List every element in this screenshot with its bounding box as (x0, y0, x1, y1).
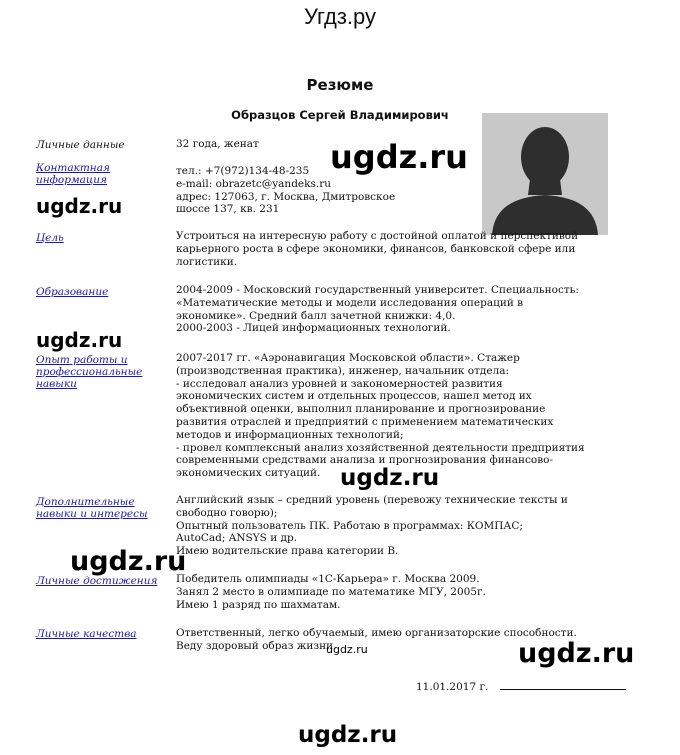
watermark: ugdz.ru (36, 328, 123, 352)
experience-line: экономических ситуаций. (176, 467, 321, 480)
additional-block (176, 494, 568, 558)
additional-line: Опытный пользователь ПК. Работаю в программах: КОМПАС; (176, 519, 523, 532)
goal-line: логистики. (176, 255, 238, 268)
signature-date: 11.01.2017 г. (416, 681, 489, 693)
goal-line: Устроиться на интересную работу с достойной оплатой и перспективой (176, 230, 579, 242)
quality-line: Ответственный, легко обучаемый, имею организаторские способности. (176, 627, 577, 639)
education-line: «Математические методы и модели исследования операций в (176, 296, 524, 309)
experience-line: экономических систем и отдельных процессов, нашел метод их (176, 390, 532, 403)
label-experience-2: профессиональные (36, 366, 143, 378)
avatar-silhouette (482, 113, 608, 235)
label-additional-2: навыки и интересы (36, 508, 148, 520)
education-line: 2000-2003 - Лицей информационных технологий. (176, 322, 451, 335)
link-achievements[interactable]: Личные достижения (36, 575, 158, 587)
link-additional[interactable] (36, 496, 166, 520)
label-experience-3: навыки (36, 378, 77, 390)
experience-line: - исследовал анализ уровней и закономерностей развития (176, 377, 503, 390)
link-contacts[interactable] (36, 162, 166, 186)
additional-line: Английский язык – средний уровень (перевожу технические тексты и (176, 494, 568, 506)
contact-line: шоссе 137, кв. 231 (176, 203, 280, 216)
contact-line: тел.: +7(972)134-48-235 (176, 165, 310, 177)
link-goal[interactable]: Цель (36, 232, 64, 244)
achievement-line: Имею 1 разряд по шахматам. (176, 598, 341, 611)
experience-line: развития отраслей и предприятий с применением математических (176, 415, 554, 428)
education-line: 2004-2009 - Московский государственный университет. Специальность: (176, 284, 579, 296)
quality-line: Веду здоровый образ жизни. (176, 639, 337, 652)
additional-line: свободно говорю); (176, 506, 278, 519)
watermark: ugdz.ru (326, 643, 368, 656)
experience-block (176, 352, 585, 480)
watermark: ugdz.ru (36, 194, 123, 218)
experience-line: 2007-2017 гг. «Аэронавигация Московской области». Стажер (176, 352, 520, 364)
link-education[interactable]: Образование (36, 286, 109, 298)
full-name: Образцов Сергей Владимирович (231, 108, 449, 122)
link-qualities[interactable]: Личные качества (36, 628, 137, 640)
label-personal: Личные данные (36, 139, 125, 151)
contact-line: адрес: 127063, г. Москва, Дмитровское (176, 190, 396, 203)
label-contacts-2: информация (36, 174, 107, 186)
personal-value: 32 года, женат (176, 138, 259, 150)
watermark: ugdz.ru (330, 138, 468, 176)
additional-line: AutoCad; ANSYS и др. (176, 532, 298, 545)
education-block (176, 284, 579, 335)
link-experience[interactable] (36, 354, 166, 390)
goal-block (176, 230, 578, 268)
signature-line (500, 688, 626, 690)
experience-line: (производственная практика), инженер, начальник отдела: (176, 364, 510, 377)
experience-line: современными средствами анализа и прогнозирования финансово- (176, 454, 553, 467)
additional-line: Имею водительские права категории B. (176, 545, 399, 558)
label-experience-1: Опыт работы и (36, 354, 128, 366)
contact-line: e-mail: obrazetc@yandeks.ru (176, 177, 331, 190)
watermark: ugdz.ru (518, 638, 635, 669)
experience-line: - провел комплексный анализ хозяйственной деятельности предприятия (176, 441, 585, 454)
label-contacts-1: Контактная (36, 162, 110, 174)
qualities-block (176, 627, 577, 653)
label-additional-1: Дополнительные (36, 496, 135, 508)
watermark: ugdz.ru (70, 546, 187, 577)
experience-line: объективной оценки, выполнил планирование и прогнозирование (176, 403, 546, 416)
experience-line: методов и информационных технологий; (176, 428, 404, 441)
watermark: ugdz.ru (298, 722, 398, 748)
achievements-block (176, 573, 486, 611)
resume-title: Резюме (306, 76, 374, 94)
site-header: Угдз.ру (303, 4, 377, 29)
achievement-line: Победитель олимпиады «1С-Карьера» г. Москва 2009. (176, 573, 480, 585)
goal-line: карьерного роста в сфере экономики, финансов, банковской сфере или (176, 242, 576, 255)
education-line: экономике». Средний балл зачетной книжки: 4,0. (176, 309, 456, 322)
watermark: ugdz.ru (340, 465, 440, 491)
achievement-line: Занял 2 место в олимпиаде по математике МГУ, 2005г. (176, 585, 486, 598)
